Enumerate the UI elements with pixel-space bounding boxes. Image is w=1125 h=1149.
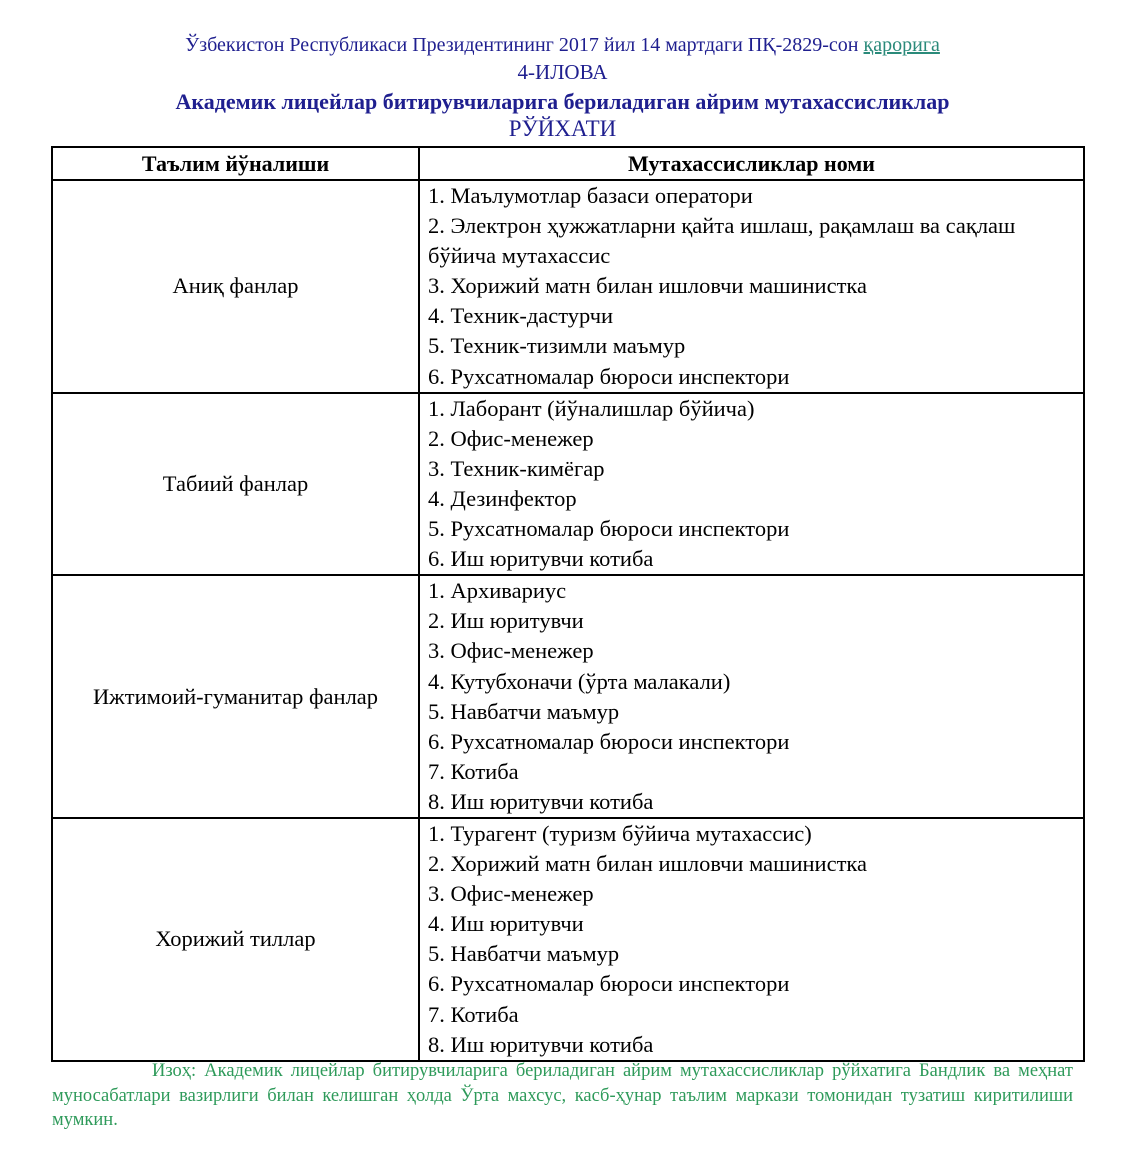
specialty-item: 4. Техник-дастурчи [428, 303, 614, 329]
specialty-item: 6. Иш юритувчи котиба [428, 546, 654, 572]
document-title: Академик лицейлар битирувчиларига бериладиган айрим мутахассисликлар [175, 89, 950, 114]
table-header-row [52, 147, 1084, 180]
column-header-specialties: Мутахассисликлар номи [419, 147, 1084, 180]
specialties-table [51, 146, 1085, 1062]
direction-cell: Аниқ фанлар [52, 180, 419, 393]
specialties-cell [419, 818, 1084, 1061]
specialty-item: 7. Котиба [428, 1001, 519, 1027]
specialty-item: 3. Техник-кимёгар [428, 455, 605, 481]
direction-cell: Ижтимоий-гуманитар фанлар [52, 575, 419, 818]
specialty-item: 3. Офис-менежер [428, 881, 594, 907]
table-row [52, 818, 1084, 1061]
specialty-item: 6. Рухсатномалар бюроси инспектори [428, 363, 790, 389]
specialty-item: 2. Хорижий матн билан ишловчи машинистка [428, 851, 867, 877]
specialty-item: 2. Иш юритувчи [428, 608, 584, 634]
specialty-item: 4. Иш юритувчи [428, 911, 584, 937]
table-body [52, 180, 1084, 1061]
appendix-number: 4-ИЛОВА [517, 60, 608, 84]
specialty-item: 1. Турагент (туризм бўйича мутахассис) [428, 820, 812, 846]
decree-link[interactable]: қарорига [863, 34, 940, 56]
specialty-item: 8. Иш юритувчи котиба [428, 1031, 654, 1057]
specialty-item: 5. Техник-тизимли маъмур [428, 333, 686, 359]
decree-reference-text: Ўзбекистон Республикаси Президентининг 2017 йил 14 мартдаги ПҚ-2829-сон [185, 34, 864, 56]
table-row [52, 575, 1084, 818]
specialty-item: 2. Офис-менежер [428, 425, 594, 451]
specialties-cell [419, 575, 1084, 818]
specialty-item: 6. Рухсатномалар бюроси инспектори [428, 728, 790, 754]
table-row [52, 180, 1084, 393]
column-header-direction: Таълим йўналиши [52, 147, 419, 180]
specialty-item: 1. Маълумотлар базаси оператори [428, 183, 753, 208]
table-row [52, 393, 1084, 576]
specialty-item: 1. Архивариус [428, 578, 567, 604]
direction-cell: Хорижий тиллар [52, 818, 419, 1061]
specialty-item: 5. Навбатчи маъмур [428, 941, 620, 967]
specialty-item: 6. Рухсатномалар бюроси инспектори [428, 971, 790, 997]
decree-reference [0, 32, 1125, 58]
footnote: Изоҳ: Академик лицейлар битирувчиларига бериладиган айрим мутахассисликлар рўйхатига Бандлик ва меҳнат муносабатлари вазирлиги билан келишган ҳолда Ўрта махсус, касб-ҳунар таълим маркази томонидан тузатиш киритилиши мумкин. [52, 1061, 1073, 1130]
specialty-item: 4. Дезинфектор [428, 485, 577, 511]
specialty-item: 3. Офис-менежер [428, 638, 594, 664]
specialty-item: 5. Рухсатномалар бюроси инспектори [428, 516, 790, 542]
specialty-item: 5. Навбатчи маъмур [428, 698, 620, 724]
document-subtitle: РЎЙХАТИ [508, 116, 617, 141]
specialty-item: 4. Кутубхоначи (ўрта малакали) [428, 668, 731, 694]
specialties-cell [419, 393, 1084, 576]
specialties-cell [419, 180, 1084, 393]
specialty-item: 7. Котиба [428, 758, 519, 784]
specialty-item: 8. Иш юритувчи котиба [428, 788, 654, 814]
specialty-item: 1. Лаборант (йўналишлар бўйича) [428, 395, 755, 421]
specialty-item: 3. Хорижий матн билан ишловчи машинистка [428, 273, 867, 299]
direction-cell: Табиий фанлар [52, 393, 419, 576]
specialty-item: 2. Электрон ҳужжатларни қайта ишлаш, рақамлаш ва сақлаш бўйича мутахассис [428, 213, 1016, 269]
